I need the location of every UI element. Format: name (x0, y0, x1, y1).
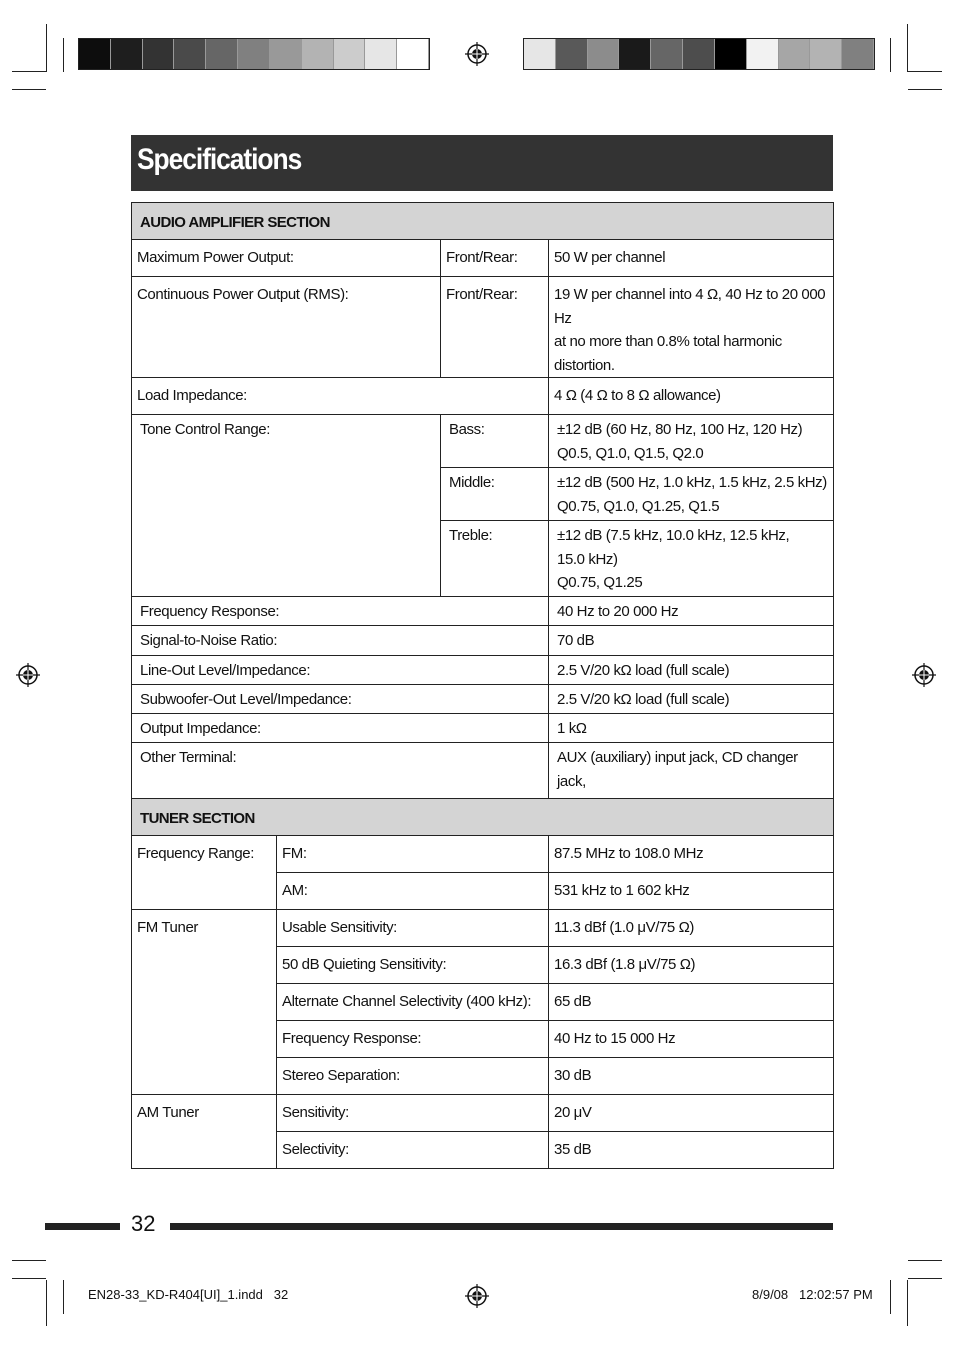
color-bar-right (523, 38, 875, 70)
spec-label: Signal-to-Noise Ratio: (132, 626, 549, 656)
table-row (132, 597, 834, 626)
spec-value: 40 Hz to 20 000 Hz (549, 597, 834, 626)
value-line: distortion. (554, 356, 615, 374)
spec-label: Frequency Range: (132, 836, 277, 910)
color-swatch (556, 39, 588, 69)
table-row (132, 910, 834, 947)
spec-value (549, 468, 834, 521)
spec-value: 2.5 V/20 kΩ load (full scale) (549, 685, 834, 714)
spec-label: AM Tuner (132, 1095, 277, 1169)
spec-value (549, 415, 834, 468)
spec-value: 87.5 MHz to 108.0 MHz (549, 836, 834, 873)
value-line: Q0.5, Q1.0, Q1.5, Q2.0 (557, 444, 704, 462)
color-swatch (302, 39, 334, 69)
spec-value: 531 kHz to 1 602 kHz (549, 873, 834, 910)
spec-sublabel: Frequency Response: (277, 1021, 549, 1058)
spec-value: 11.3 dBf (1.0 μV/75 Ω) (549, 910, 834, 947)
table-row (132, 1095, 834, 1132)
spec-label: Load Impedance: (132, 378, 549, 415)
section-header: TUNER SECTION (132, 799, 834, 836)
footer-file-slug: EN28-33_KD-R404[UI]_1.indd 32 (88, 1287, 289, 1302)
table-row (132, 378, 834, 415)
spec-label: Line-Out Level/Impedance: (132, 656, 549, 685)
value-line: 19 W per channel into 4 Ω, 40 Hz to 20 000 Hz (554, 286, 826, 327)
spec-value: 65 dB (549, 984, 834, 1021)
footer-datetime: 8/9/08 12:02:57 PM (752, 1287, 873, 1302)
color-swatch (683, 39, 715, 69)
color-swatch (651, 39, 683, 69)
color-swatch (715, 39, 747, 69)
spec-sublabel: Front/Rear: (441, 240, 549, 277)
spec-value: 16.3 dBf (1.8 μV/75 Ω) (549, 947, 834, 984)
spec-sublabel: Treble: (441, 521, 549, 597)
section-header: AUDIO AMPLIFIER SECTION (132, 203, 834, 240)
table-row (132, 656, 834, 685)
title-bar (131, 135, 833, 191)
table-row (132, 626, 834, 656)
table-row (132, 836, 834, 873)
spec-label: Continuous Power Output (RMS): (132, 277, 441, 378)
spec-value: 50 W per channel (549, 240, 834, 277)
registration-mark-icon (911, 662, 937, 688)
value-line: ±12 dB (7.5 kHz, 10.0 kHz, 12.5 kHz, (557, 527, 790, 544)
spec-sublabel: Alternate Channel Selectivity (400 kHz): (277, 984, 549, 1021)
spec-value: 1 kΩ (549, 714, 834, 743)
color-swatch (619, 39, 651, 69)
spec-label: Output Impedance: (132, 714, 549, 743)
page-title: Specifications (137, 143, 302, 176)
table-row (132, 415, 834, 468)
spec-label: Tone Control Range: (132, 415, 441, 597)
color-swatch (143, 39, 175, 69)
value-line: AUX (auxiliary) input jack, CD changer jack, (557, 749, 798, 790)
spec-value: 30 dB (549, 1058, 834, 1095)
color-swatch (588, 39, 620, 69)
spec-label: FM Tuner (132, 910, 277, 1095)
registration-mark-icon (464, 1283, 490, 1309)
spec-value: 70 dB (549, 626, 834, 656)
color-swatch (174, 39, 206, 69)
spec-label: Maximum Power Output: (132, 240, 441, 277)
color-bar-left (78, 38, 430, 70)
value-line: at no more than 0.8% total harmonic (554, 333, 782, 350)
color-swatch (79, 39, 111, 69)
registration-mark-icon (464, 41, 490, 67)
audio-amplifier-table (131, 202, 834, 818)
color-swatch (111, 39, 143, 69)
spec-sublabel: AM: (277, 873, 549, 910)
spec-value (549, 277, 834, 378)
value-line: ±12 dB (500 Hz, 1.0 kHz, 1.5 kHz, 2.5 kHz) (557, 474, 827, 491)
spec-label: Subwoofer-Out Level/Impedance: (132, 685, 549, 714)
page-number: 32 (131, 1211, 156, 1236)
spec-sublabel: Stereo Separation: (277, 1058, 549, 1095)
spec-sublabel: Front/Rear: (441, 277, 549, 378)
spec-label: Other Terminal: (132, 743, 549, 818)
spec-sublabel: Middle: (441, 468, 549, 521)
color-swatch (842, 39, 874, 69)
spec-value: 20 μV (549, 1095, 834, 1132)
page-number-rule-left (45, 1223, 120, 1230)
spec-value (549, 521, 834, 597)
spec-sublabel: Sensitivity: (277, 1095, 549, 1132)
color-swatch (397, 39, 429, 69)
color-swatch (365, 39, 397, 69)
color-swatch (810, 39, 842, 69)
color-swatch (334, 39, 366, 69)
value-line: 15.0 kHz) (557, 550, 618, 568)
spec-label: Frequency Response: (132, 597, 549, 626)
color-swatch (206, 39, 238, 69)
page-number-rule-right (170, 1223, 833, 1230)
spec-value: 4 Ω (4 Ω to 8 Ω allowance) (549, 378, 834, 415)
spec-value: 2.5 V/20 kΩ load (full scale) (549, 656, 834, 685)
color-swatch (524, 39, 556, 69)
tuner-table (131, 798, 834, 1169)
table-row (132, 714, 834, 743)
color-swatch (270, 39, 302, 69)
spec-sublabel: Bass: (441, 415, 549, 468)
registration-mark-icon (15, 662, 41, 688)
value-line: Q0.75, Q1.25 (557, 574, 643, 591)
spec-sublabel: 50 dB Quieting Sensitivity: (277, 947, 549, 984)
table-row (132, 277, 834, 378)
table-row (132, 685, 834, 714)
color-swatch (779, 39, 811, 69)
color-swatch (238, 39, 270, 69)
spec-sublabel: FM: (277, 836, 549, 873)
spec-sublabel: Usable Sensitivity: (277, 910, 549, 947)
spec-sublabel: Selectivity: (277, 1132, 549, 1169)
spec-value: 40 Hz to 15 000 Hz (549, 1021, 834, 1058)
table-row (132, 240, 834, 277)
value-line: Q0.75, Q1.0, Q1.25, Q1.5 (557, 497, 720, 515)
color-swatch (747, 39, 779, 69)
value-line: ±12 dB (60 Hz, 80 Hz, 100 Hz, 120 Hz) (557, 421, 803, 438)
spec-value: 35 dB (549, 1132, 834, 1169)
